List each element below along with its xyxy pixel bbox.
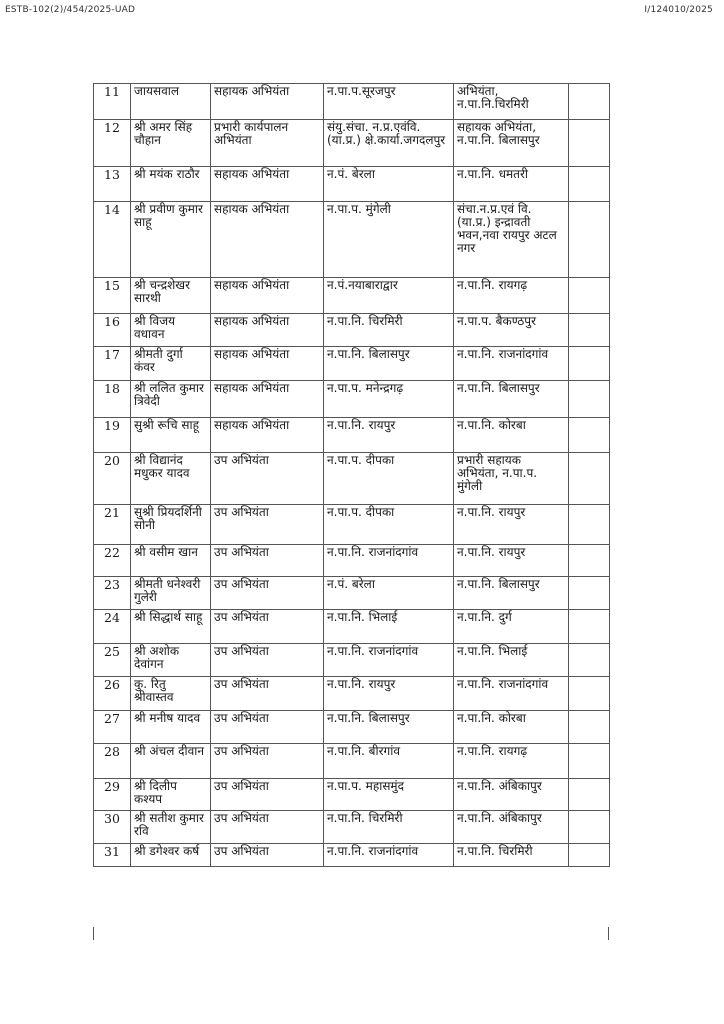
remarks-cell xyxy=(569,779,610,811)
employee-name: श्रीमती दुर्गा कंवर xyxy=(131,347,211,381)
serial-number: 13 xyxy=(94,167,131,202)
designation: उप अभियंता xyxy=(211,744,324,779)
current-posting: न.पा.प. मनेन्द्रगढ़ xyxy=(324,381,454,418)
serial-number: 27 xyxy=(94,711,131,744)
serial-number: 29 xyxy=(94,779,131,811)
designation: उप अभियंता xyxy=(211,677,324,711)
serial-number: 18 xyxy=(94,381,131,418)
employee-name: श्री डगेश्वर कर्ष xyxy=(131,844,211,867)
table-continuation-line xyxy=(93,927,94,940)
remarks-cell xyxy=(569,167,610,202)
document-reference-number: ESTB-102(2)/454/2025-UAD xyxy=(5,5,136,15)
designation: सहायक अभियंता xyxy=(211,418,324,453)
current-posting: न.पं. बेरला xyxy=(324,167,454,202)
employee-name: श्रीमती धनेश्वरी गुलेरी xyxy=(131,577,211,610)
new-posting: न.पा.नि. राजनांदगांव xyxy=(454,347,569,381)
new-posting: न.पा.नि. चिरमिरी xyxy=(454,844,569,867)
current-posting: न.पा.नि. बीरगांव xyxy=(324,744,454,779)
designation: सहायक अभियंता xyxy=(211,278,324,314)
employee-name: सुश्री रूचि साहू xyxy=(131,418,211,453)
new-posting: न.पा.नि. धमतरी xyxy=(454,167,569,202)
serial-number: 20 xyxy=(94,453,131,505)
designation: प्रभारी कार्यपालन अभियंता xyxy=(211,120,324,167)
serial-number: 11 xyxy=(94,84,131,120)
serial-number: 12 xyxy=(94,120,131,167)
table-row xyxy=(94,314,610,347)
table-row xyxy=(94,202,610,278)
current-posting: न.पा.नि. बिलासपुर xyxy=(324,711,454,744)
remarks-cell xyxy=(569,505,610,545)
employee-name: श्री अंचल दीवान xyxy=(131,744,211,779)
remarks-cell xyxy=(569,120,610,167)
new-posting: अभियंता, न.पा.नि.चिरमिरी xyxy=(454,84,569,120)
designation: उप अभियंता xyxy=(211,545,324,577)
current-posting: न.पा.नि. चिरमिरी xyxy=(324,314,454,347)
current-posting: न.पा.प.सूरजपुर xyxy=(324,84,454,120)
remarks-cell xyxy=(569,577,610,610)
table-row xyxy=(94,644,610,677)
new-posting: संचा.न.प्र.एवं वि. (या.प्र.) इन्द्रावती भवन,नवा रायपुर अटल नगर xyxy=(454,202,569,278)
new-posting: न.पा.प. बैकण्ठपुर xyxy=(454,314,569,347)
serial-number: 30 xyxy=(94,811,131,844)
new-posting: न.पा.नि. अंबिकापुर xyxy=(454,811,569,844)
designation: सहायक अभियंता xyxy=(211,347,324,381)
remarks-cell xyxy=(569,711,610,744)
serial-number: 23 xyxy=(94,577,131,610)
table-row xyxy=(94,610,610,644)
remarks-cell xyxy=(569,418,610,453)
table-row xyxy=(94,711,610,744)
current-posting: न.पा.नि. भिलाई xyxy=(324,610,454,644)
serial-number: 15 xyxy=(94,278,131,314)
designation: सहायक अभियंता xyxy=(211,84,324,120)
employee-name: जायसवाल xyxy=(131,84,211,120)
current-posting: न.पं. बरेला xyxy=(324,577,454,610)
designation: सहायक अभियंता xyxy=(211,167,324,202)
employee-name: श्री मनीष यादव xyxy=(131,711,211,744)
employee-name: श्री ललित कुमार त्रिवेदी xyxy=(131,381,211,418)
designation: सहायक अभियंता xyxy=(211,381,324,418)
table-row xyxy=(94,677,610,711)
designation: उप अभियंता xyxy=(211,577,324,610)
remarks-cell xyxy=(569,545,610,577)
new-posting: न.पा.नि. रायगढ़ xyxy=(454,278,569,314)
new-posting: न.पा.नि. बिलासपुर xyxy=(454,577,569,610)
table-row xyxy=(94,84,610,120)
table-row xyxy=(94,381,610,418)
new-posting: न.पा.नि. रायपुर xyxy=(454,505,569,545)
new-posting: न.पा.नि. बिलासपुर xyxy=(454,381,569,418)
serial-number: 19 xyxy=(94,418,131,453)
designation: सहायक अभियंता xyxy=(211,314,324,347)
employee-name: श्री अमर सिंह चौहान xyxy=(131,120,211,167)
serial-number: 28 xyxy=(94,744,131,779)
designation: उप अभियंता xyxy=(211,844,324,867)
table-row xyxy=(94,811,610,844)
new-posting: न.पा.नि. रायपुर xyxy=(454,545,569,577)
remarks-cell xyxy=(569,610,610,644)
serial-number: 26 xyxy=(94,677,131,711)
new-posting: न.पा.नि. अंबिकापुर xyxy=(454,779,569,811)
serial-number: 22 xyxy=(94,545,131,577)
current-posting: न.पा.नि. रायपुर xyxy=(324,418,454,453)
table-row xyxy=(94,505,610,545)
serial-number: 21 xyxy=(94,505,131,545)
remarks-cell xyxy=(569,811,610,844)
new-posting: सहायक अभियंता, न.पा.नि. बिलासपुर xyxy=(454,120,569,167)
table-continuation-line xyxy=(608,927,609,940)
remarks-cell xyxy=(569,202,610,278)
new-posting: न.पा.नि. राजनांदगांव xyxy=(454,677,569,711)
remarks-cell xyxy=(569,278,610,314)
new-posting: न.पा.नि. कोरबा xyxy=(454,711,569,744)
table-row xyxy=(94,744,610,779)
remarks-cell xyxy=(569,84,610,120)
designation: उप अभियंता xyxy=(211,644,324,677)
table-row xyxy=(94,453,610,505)
current-posting: न.पा.नि. चिरमिरी xyxy=(324,811,454,844)
remarks-cell xyxy=(569,381,610,418)
employee-name: सुश्री प्रियदर्शिनी सोनी xyxy=(131,505,211,545)
serial-number: 14 xyxy=(94,202,131,278)
remarks-cell xyxy=(569,677,610,711)
employee-name: श्री प्रवीण कुमार साहू xyxy=(131,202,211,278)
file-number: I/124010/2025 xyxy=(644,5,713,15)
employee-name: श्री विजय वधावन xyxy=(131,314,211,347)
table-row xyxy=(94,167,610,202)
table-row xyxy=(94,844,610,867)
current-posting: न.पा.प. मुंगेली xyxy=(324,202,454,278)
designation: उप अभियंता xyxy=(211,711,324,744)
designation: सहायक अभियंता xyxy=(211,202,324,278)
remarks-cell xyxy=(569,347,610,381)
current-posting: न.पा.नि. राजनांदगांव xyxy=(324,844,454,867)
current-posting: न.पा.नि. बिलासपुर xyxy=(324,347,454,381)
table-row xyxy=(94,120,610,167)
current-posting: न.पा.नि. रायपुर xyxy=(324,677,454,711)
current-posting: न.पा.प. दीपका xyxy=(324,505,454,545)
new-posting: प्रभारी सहायक अभियंता, न.पा.प. मुंगेली xyxy=(454,453,569,505)
serial-number: 31 xyxy=(94,844,131,867)
employee-name: श्री मयंक राठौर xyxy=(131,167,211,202)
new-posting: न.पा.नि. रायगढ़ xyxy=(454,744,569,779)
designation: उप अभियंता xyxy=(211,811,324,844)
serial-number: 17 xyxy=(94,347,131,381)
employee-name: श्री सिद्धार्थ साहू xyxy=(131,610,211,644)
table-row xyxy=(94,577,610,610)
employee-name: श्री वसीम खान xyxy=(131,545,211,577)
employee-name: श्री अशोक देवांगन xyxy=(131,644,211,677)
table-row xyxy=(94,779,610,811)
table-row xyxy=(94,418,610,453)
designation: उप अभियंता xyxy=(211,505,324,545)
new-posting: न.पा.नि. भिलाई xyxy=(454,644,569,677)
table-row xyxy=(94,347,610,381)
table-row xyxy=(94,278,610,314)
new-posting: न.पा.नि. दुर्ग xyxy=(454,610,569,644)
current-posting: संयु.संचा. न.प्र.एवंवि. (या.प्र.) क्षे.कार्या.जगदलपुर xyxy=(324,120,454,167)
remarks-cell xyxy=(569,453,610,505)
remarks-cell xyxy=(569,744,610,779)
employee-name: श्री चन्द्रशेखर सारथी xyxy=(131,278,211,314)
table-row xyxy=(94,545,610,577)
current-posting: न.पा.प. महासमुंद xyxy=(324,779,454,811)
current-posting: न.पा.प. दीपका xyxy=(324,453,454,505)
designation: उप अभियंता xyxy=(211,779,324,811)
remarks-cell xyxy=(569,844,610,867)
current-posting: न.पं.नयाबाराद्वार xyxy=(324,278,454,314)
current-posting: न.पा.नि. राजनांदगांव xyxy=(324,644,454,677)
designation: उप अभियंता xyxy=(211,453,324,505)
new-posting: न.पा.नि. कोरबा xyxy=(454,418,569,453)
employee-name: श्री दिलीप कश्यप xyxy=(131,779,211,811)
employee-name: श्री सतीश कुमार रवि xyxy=(131,811,211,844)
remarks-cell xyxy=(569,314,610,347)
remarks-cell xyxy=(569,644,610,677)
current-posting: न.पा.नि. राजनांदगांव xyxy=(324,545,454,577)
employee-name: श्री विद्यानंद मधुकर यादव xyxy=(131,453,211,505)
serial-number: 24 xyxy=(94,610,131,644)
designation: उप अभियंता xyxy=(211,610,324,644)
serial-number: 16 xyxy=(94,314,131,347)
transfer-table xyxy=(93,83,610,867)
employee-name: कु. रितु श्रीवास्तव xyxy=(131,677,211,711)
serial-number: 25 xyxy=(94,644,131,677)
